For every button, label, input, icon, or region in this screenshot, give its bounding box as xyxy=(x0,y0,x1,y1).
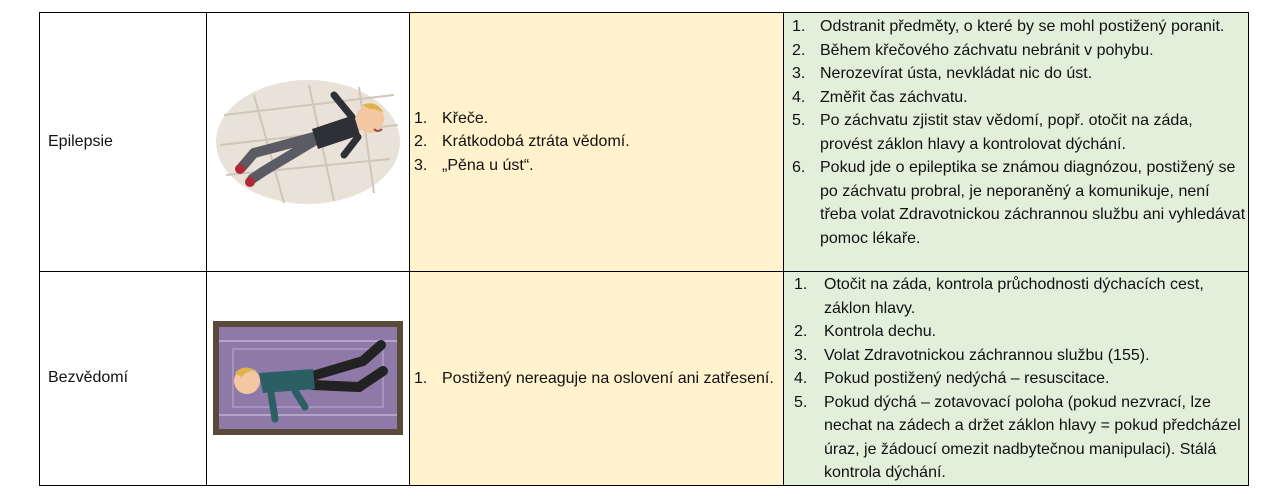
table-row-epilepsy xyxy=(40,13,1249,272)
list-item: 2. Kontrola dechu. xyxy=(794,323,937,340)
table-row-unconsciousness xyxy=(40,272,1249,486)
symptoms-cell xyxy=(410,13,784,272)
condition-name: Bezvědomí xyxy=(40,272,207,486)
list-item: 3. Volat Zdravotnickou záchrannou službu (155). xyxy=(794,346,1150,364)
unconscious-illustration xyxy=(213,321,403,435)
actions-list xyxy=(784,272,1248,485)
list-item: 1. Křeče. xyxy=(414,109,489,127)
list-item: 1. Postižený nereaguje na oslovení ani zatřesení. xyxy=(414,369,774,387)
actions-cell xyxy=(784,13,1249,272)
list-item: 1. Odstranit předměty, o které by se mohl postižený poranit. xyxy=(792,18,1225,35)
seizure-illustration xyxy=(214,75,402,210)
epilepsy-illustration-cell xyxy=(207,13,410,272)
symptoms-list xyxy=(410,107,783,178)
symptoms-cell xyxy=(410,272,784,486)
actions-list xyxy=(784,13,1248,250)
first-aid-table xyxy=(39,12,1249,486)
list-item: 3. „Pěna u úst“. xyxy=(414,156,534,174)
list-item: 3. Nerozevírat ústa, nevkládat nic do úst. xyxy=(792,65,1093,82)
list-item: 2. Krátkodobá ztráta vědomí. xyxy=(414,133,630,151)
list-item: 2. Během křečového záchvatu nebránit v pohybu. xyxy=(792,41,1154,59)
list-item: 5. Po záchvatu zjistit stav vědomí, popř. otočit na záda, provést záklon hlavy a kontrolovat dýchání. xyxy=(792,112,1193,153)
actions-cell xyxy=(784,272,1249,486)
list-item: 4. Pokud postižený nedýchá – resuscitace. xyxy=(794,370,1110,387)
condition-name: Epilepsie xyxy=(40,13,207,272)
list-item: 6. Pokud jde o epileptika se známou diagnózou, postižený se po záchvatu probral, je neporaněný a komunikuje, není třeba volat Zdravotnickou záchrannou službu ani vyhledávat pomoc lékaře. xyxy=(792,159,1246,247)
list-item: 5. Pokud dýchá – zotavovací poloha (pokud nezvrací, lze nechat na zádech a držet záklon hlavy = pokud předcházel úraz, je žádoucí omezit nadbytečnou manipulaci). Stálá kontrola dýchání. xyxy=(794,393,1241,481)
list-item: 1. Otočit na záda, kontrola průchodnosti dýchacích cest, záklon hlavy. xyxy=(794,276,1204,317)
unconscious-illustration-cell xyxy=(207,272,410,486)
symptoms-list xyxy=(410,367,783,391)
list-item: 4. Změřit čas záchvatu. xyxy=(792,88,968,106)
